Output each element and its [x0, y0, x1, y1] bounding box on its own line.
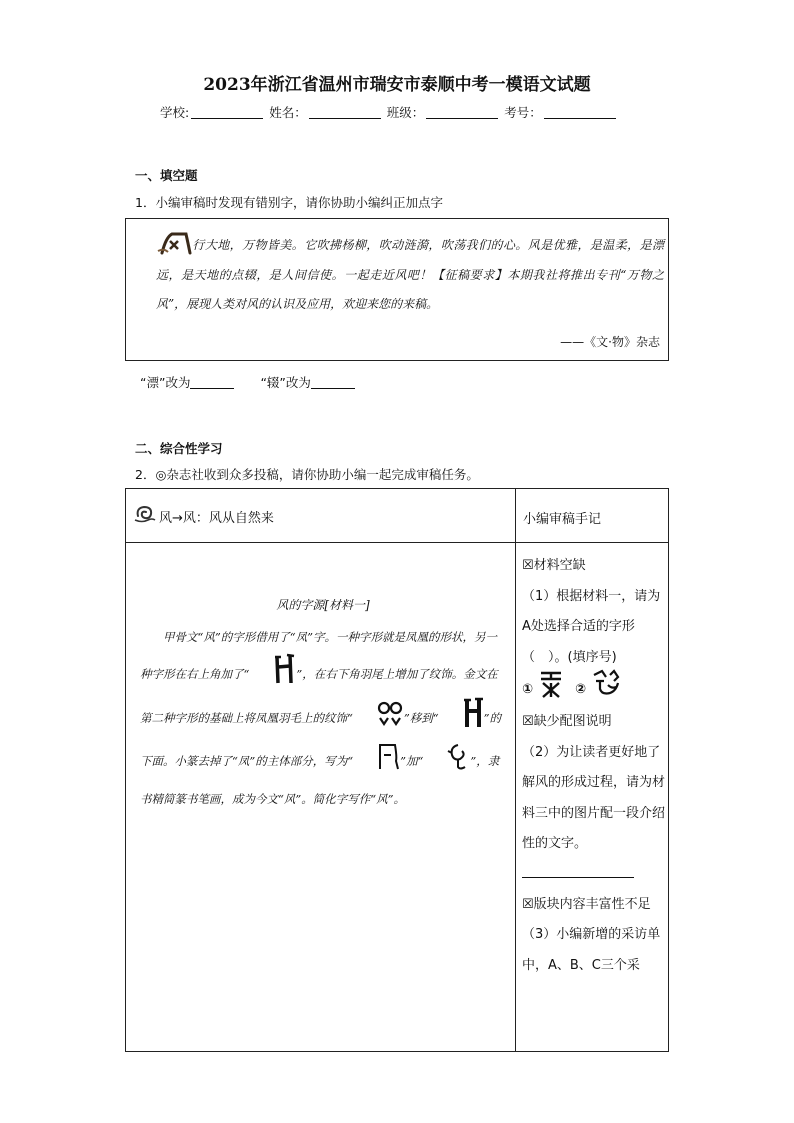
note-item-1: ☒材料空缺 — [522, 558, 586, 573]
fill-blank-1[interactable] — [190, 376, 234, 389]
table-divider-vertical — [515, 489, 516, 1051]
answer-line[interactable] — [522, 860, 666, 890]
section-heading-comprehensive: 二、综合性学习 — [135, 441, 223, 456]
oracle-glyph-h-icon — [249, 653, 296, 697]
note-item-2: （1）根据材料一，请为A处选择合适的字形（ ）。(填序号) — [522, 588, 661, 665]
correction-fill-line — [140, 373, 377, 391]
section-heading-fill: 一、填空题 — [135, 168, 198, 183]
seal-glyph-worm-icon — [423, 741, 470, 783]
note-item-3: ☒缺少配图说明 — [522, 714, 612, 729]
passage-box — [125, 218, 669, 361]
page-title: 2023年浙江省温州市瑞安市泰顺中考一模语文试题 — [203, 75, 591, 95]
material-text-6: ”，隶书精简篆书笔画，成为今文“风”。简化字写作“风”。 — [140, 754, 500, 806]
exam-no-label: 考号： — [504, 105, 542, 120]
name-label: 姓名： — [269, 105, 307, 120]
name-blank[interactable] — [309, 106, 381, 119]
passage-text: 行大地，万物皆美。它吹拂杨柳，吹动涟漪，吹荡我们的心。风是优雅，是温柔，是漂远，是天地的点辍，是人间信使。一起走近风吧！【征稿要求】本期我社将推出专刊“万物之风”，展现人类对风的认识及应用，欢迎来您的来稿。 — [156, 238, 664, 311]
material-text-5: ”加“ — [400, 754, 424, 768]
fill-blank-2[interactable] — [311, 376, 355, 389]
student-info-line — [160, 103, 618, 121]
option-2-label: ② — [575, 681, 587, 697]
material-text-1: 甲骨文“风”的字形借用了“凤”字。一种字形就是凤凰的形状，另一种字形在右上角加了“ — [140, 630, 498, 681]
table-divider-horizontal — [126, 542, 668, 543]
note-item-6: （3）小编新增的采访单中，A、B、C三个采 — [522, 927, 661, 973]
note-item-5: ☒版块内容丰富性不足 — [522, 896, 651, 912]
table-header-right: 小编审稿手记 — [523, 512, 602, 527]
oracle-glyph-pattern-icon — [353, 700, 404, 738]
option-2-glyph-icon[interactable] — [590, 669, 624, 712]
material-text-2: ”，在右下角羽尾上增加了纹饰。金文在第二种字形的基础上将凤凰羽毛上的纹饰“ — [140, 667, 498, 725]
fill-label-1: “漂”改为 — [140, 375, 191, 390]
table-header-left — [134, 504, 274, 528]
fill-label-2: “辍”改为 — [260, 375, 311, 390]
passage-source: ——《文·物》杂志 — [560, 335, 660, 349]
review-table — [125, 488, 669, 1052]
class-label: 班级： — [386, 105, 425, 120]
material-one — [140, 589, 506, 815]
question-2: 2．◎杂志社收到众多投稿，请你协助小编一起完成审稿任务。 — [135, 467, 479, 482]
school-label: 学校: — [160, 105, 190, 120]
material-paragraph — [140, 621, 506, 815]
school-blank[interactable] — [191, 106, 263, 119]
material-text-3: ”移到“ — [403, 711, 439, 725]
material-title: 风的字源[材料一] — [276, 598, 370, 612]
wind-swirl-icon — [134, 504, 156, 528]
seal-glyph-frame-icon — [353, 741, 400, 783]
editor-notes — [522, 551, 666, 981]
note-item-4: （2）为让读者更好地了解风的形成过程，请为材料三中的图片配一段介绍性的文字。 — [522, 744, 666, 851]
table-header-left-text: 风→风：风从自然来 — [159, 510, 274, 526]
material-text-4: ”的下面。小篆去掉了“凤”的主体部分，写为“ — [140, 711, 502, 768]
passage-text-block — [156, 231, 664, 320]
question-1: 1．小编审稿时发现有错别字，请你协助小编纠正加点字 — [135, 195, 443, 210]
glyph-options — [522, 673, 666, 707]
exam-no-blank[interactable] — [544, 106, 616, 119]
oracle-glyph-frame-icon — [439, 697, 484, 741]
class-blank[interactable] — [426, 106, 498, 119]
wind-calligraphy-icon — [156, 231, 192, 255]
option-1-glyph-icon[interactable] — [537, 669, 565, 712]
option-1-label: ① — [522, 681, 534, 697]
